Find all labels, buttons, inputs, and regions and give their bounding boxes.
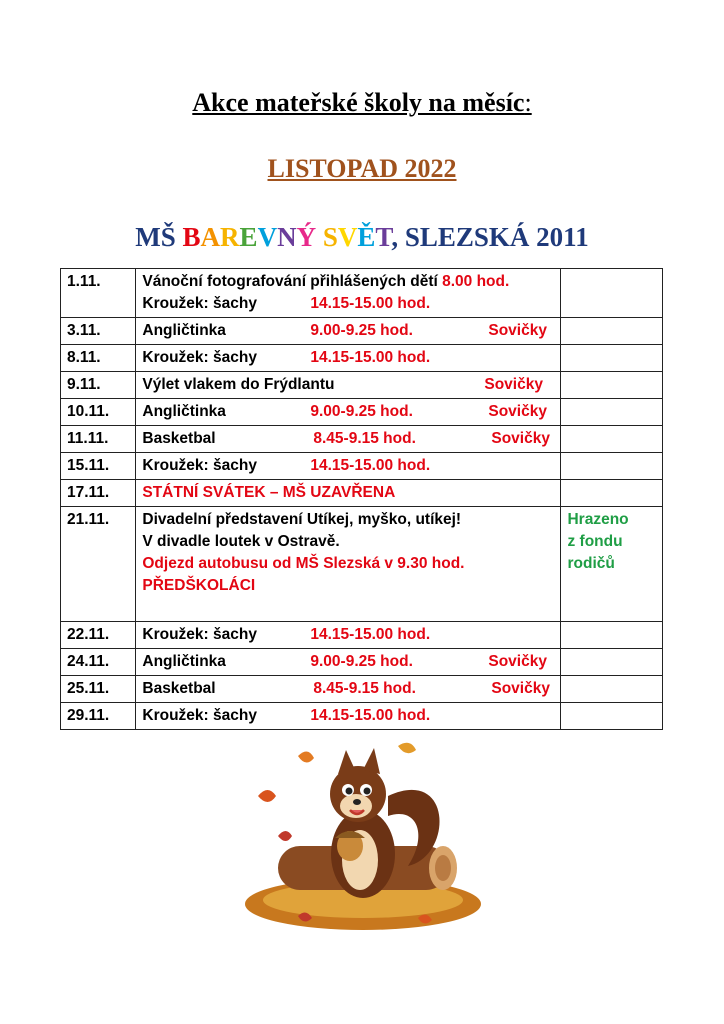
falling-leaf [298, 751, 314, 762]
date-cell: 22.11. [61, 622, 136, 649]
table-row [61, 345, 663, 372]
group-text: Sovičky [484, 376, 543, 393]
table-row [61, 269, 663, 318]
group-text: PŘEDŠKOLÁCI [142, 577, 256, 594]
school-name-letter: S [322, 222, 338, 252]
activity-cell [136, 399, 561, 426]
month-title: LISTOPAD 2022 [267, 154, 457, 183]
activity-text: Angličtinka [142, 403, 226, 420]
activity-cell [136, 676, 561, 703]
date-cell: 11.11. [61, 426, 136, 453]
school-name-letter: E [239, 222, 258, 252]
table-row [61, 372, 663, 399]
time-text: 9.00-9.25 hod. [310, 403, 413, 420]
group-text: Sovičky [491, 680, 550, 697]
activity-cell [136, 269, 561, 318]
time-text: 14.15-15.00 hod. [310, 349, 431, 366]
activity-text: Kroužek: šachy [142, 457, 257, 474]
table-row [61, 507, 663, 622]
school-name-letter: V [337, 222, 358, 252]
time-text: 8.45-9.15 hod. [313, 680, 416, 697]
date-cell: 17.11. [61, 480, 136, 507]
activity-text: Divadelní představení Utíkej, myško, utíkej! [142, 511, 462, 528]
time-text: 14.15-15.00 hod. [310, 457, 431, 474]
table-row [61, 703, 663, 730]
school-name: MŠ BAREVNÝ SVĚT, SLEZSKÁ 2011 [135, 222, 589, 252]
note-cell [561, 703, 663, 730]
falling-leaf [278, 831, 292, 841]
table-row [61, 318, 663, 345]
date-cell: 15.11. [61, 453, 136, 480]
activity-text: Kroužek: šachy [142, 349, 257, 366]
activity-text: Kroužek: šachy [142, 295, 257, 312]
note-cell [561, 399, 663, 426]
activity-cell [136, 426, 561, 453]
activity-text: Výlet vlakem do Frýdlantu [142, 376, 335, 393]
date-cell: 9.11. [61, 372, 136, 399]
school-name-colored-letters [183, 222, 392, 252]
group-text: Sovičky [488, 653, 547, 670]
activity-text: Basketbal [142, 680, 216, 697]
date-cell: 21.11. [61, 507, 136, 622]
activity-text: Kroužek: šachy [142, 626, 257, 643]
school-name-letter: B [182, 222, 201, 252]
activity-cell [136, 453, 561, 480]
time-text: 9.00-9.25 hod. [310, 322, 413, 339]
note-cell [561, 507, 663, 622]
table-row [61, 453, 663, 480]
activity-cell [136, 507, 561, 622]
date-cell: 1.11. [61, 269, 136, 318]
activity-cell [136, 622, 561, 649]
date-cell: 10.11. [61, 399, 136, 426]
schedule-table [60, 268, 663, 730]
squirrel-illustration [238, 736, 488, 936]
group-text: Sovičky [488, 403, 547, 420]
activity-text: V divadle loutek v Ostravě. [142, 533, 340, 550]
time-text: 14.15-15.00 hod. [310, 707, 431, 724]
falling-leaf [258, 790, 276, 802]
table-row [61, 622, 663, 649]
note-cell [561, 622, 663, 649]
note-cell [561, 318, 663, 345]
school-name-letter: Ý [296, 222, 317, 252]
note-cell [561, 676, 663, 703]
activity-cell [136, 703, 561, 730]
date-cell: 25.11. [61, 676, 136, 703]
school-name-letter: R [220, 222, 240, 252]
departure-text: Odjezd autobusu od MŠ Slezská v 9.30 hod. [142, 555, 465, 572]
note-text: rodičů [567, 555, 615, 572]
table-row [61, 676, 663, 703]
table-row [61, 399, 663, 426]
school-name-letter: Ě [357, 222, 376, 252]
group-text: Sovičky [488, 322, 547, 339]
activity-cell [136, 480, 561, 507]
note-cell [561, 269, 663, 318]
time-text: 9.00-9.25 hod. [310, 653, 413, 670]
activity-text: Basketbal [142, 430, 216, 447]
holiday-text: STÁTNÍ SVÁTEK – MŠ UZAVŘENA [142, 484, 396, 501]
time-text: 14.15-15.00 hod. [310, 295, 431, 312]
group-text: Sovičky [491, 430, 550, 447]
activity-text: Vánoční fotografování přihlášených dětí 8.00 hod. [142, 273, 510, 290]
activity-cell [136, 318, 561, 345]
date-cell: 24.11. [61, 649, 136, 676]
table-row [61, 649, 663, 676]
school-name-letter [316, 222, 323, 252]
note-text: z fondu [567, 533, 623, 550]
school-name-letter: V [257, 222, 278, 252]
date-cell: 29.11. [61, 703, 136, 730]
note-text: Hrazeno [567, 511, 629, 528]
activity-text: Kroužek: šachy [142, 707, 257, 724]
time-text: 8.45-9.15 hod. [313, 430, 416, 447]
page-heading: Akce mateřské školy na měsíc: [192, 88, 532, 117]
note-cell [561, 426, 663, 453]
date-cell: 3.11. [61, 318, 136, 345]
table-row [61, 426, 663, 453]
activity-text: Angličtinka [142, 653, 226, 670]
activity-text: Angličtinka [142, 322, 226, 339]
date-cell: 8.11. [61, 345, 136, 372]
school-name-letter: T [375, 222, 392, 252]
school-name-letter: A [200, 222, 221, 252]
note-cell [561, 372, 663, 399]
note-cell [561, 453, 663, 480]
note-cell [561, 480, 663, 507]
note-cell [561, 649, 663, 676]
activity-cell [136, 345, 561, 372]
school-name-letter: N [277, 222, 297, 252]
table-row [61, 480, 663, 507]
activity-cell [136, 649, 561, 676]
activity-cell [136, 372, 561, 399]
falling-leaf [398, 743, 416, 753]
note-cell [561, 345, 663, 372]
time-text: 14.15-15.00 hod. [310, 626, 431, 643]
